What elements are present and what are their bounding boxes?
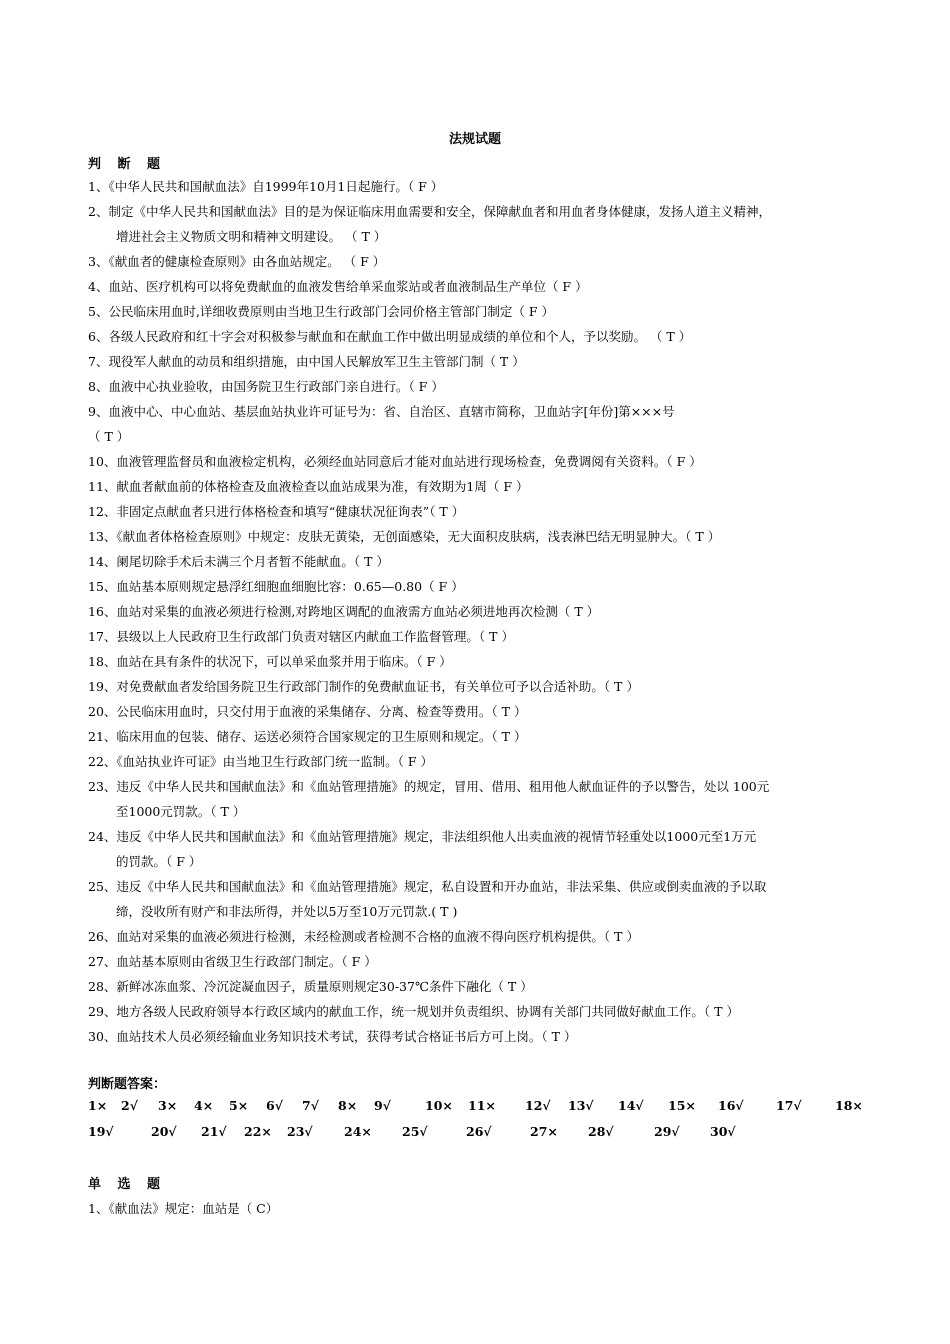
question-text-continued: 的罚款。（ F ） <box>116 854 202 869</box>
question-item <box>88 574 868 599</box>
question-text: 29、地方各级人民政府领导本行政区域内的献血工作，统一规划并负责组织、协调有关部门共同做好献血工作。（ T ） <box>88 1004 739 1019</box>
question-text: 26、血站对采集的血液必须进行检测，未经检测或者检测不合格的血液不得向医疗机构提供。（ T ） <box>88 929 639 944</box>
answer-item: 4× <box>194 1098 214 1113</box>
question-item <box>88 474 868 499</box>
question-text: 17、县级以上人民政府卫生行政部门负责对辖区内献血工作监督管理。（ T ） <box>88 629 514 644</box>
question-item <box>88 349 868 374</box>
question-text-continued: 缔，没收所有财产和非法所得，并处以5万至10万元罚款.( T ) <box>116 904 458 919</box>
question-item <box>88 299 868 324</box>
question-text: 6、各级人民政府和红十字会对积极参与献血和在献血工作中做出明显成绩的单位和个人，予以奖励。 （ T ） <box>88 329 692 344</box>
question-item <box>88 599 868 624</box>
answer-item: 25√ <box>402 1124 428 1139</box>
single-choice-question-1: 1、《献血法》规定：血站是（ C） <box>88 1201 279 1216</box>
question-item <box>88 824 868 874</box>
question-item <box>88 699 868 724</box>
question-text: 25、违反《中华人民共和国献血法》和《血站管理措施》规定，私自设置和开办血站，非法采集、供应或倒卖血液的予以取 <box>88 879 767 894</box>
question-text: 27、血站基本原则由省级卫生行政部门制定。（ F ） <box>88 954 377 969</box>
answer-item: 17√ <box>776 1098 802 1113</box>
answer-item: 21√ <box>201 1124 227 1139</box>
answer-item: 24× <box>344 1124 372 1139</box>
question-item <box>88 449 868 474</box>
question-text: 23、违反《中华人民共和国献血法》和《血站管理措施》的规定，冒用、借用、租用他人献血证件的予以警告，处以 100元 <box>88 779 770 794</box>
question-item <box>88 749 868 774</box>
answer-item: 28√ <box>588 1124 614 1139</box>
question-item <box>88 674 868 699</box>
question-item <box>88 174 868 199</box>
answer-item: 10× <box>425 1098 453 1113</box>
question-text-continued: 至1000元罚款。（ T ） <box>116 804 246 819</box>
question-text: 1、《中华人民共和国献血法》自1999年10月1日起施行。（ F ） <box>88 179 444 194</box>
question-text: 15、血站基本原则规定悬浮红细胞血细胞比容：0.65—0.80（ F ） <box>88 579 464 594</box>
section-single-choice-heading: 单 选 题 <box>88 1177 167 1192</box>
question-item <box>88 874 868 924</box>
question-item <box>88 924 868 949</box>
question-text: 5、公民临床用血时,详细收费原则由当地卫生行政部门会同价格主管部门制定（ F ） <box>88 304 555 319</box>
answer-item: 19√ <box>88 1124 114 1139</box>
question-text: 14、阑尾切除手术后未满三个月者暂不能献血。（ T ） <box>88 554 389 569</box>
answer-item: 16√ <box>718 1098 744 1113</box>
question-text: 8、血液中心执业验收，由国务院卫生行政部门亲自进行。（ F ） <box>88 379 444 394</box>
question-item <box>88 649 868 674</box>
question-text: 11、献血者献血前的体格检查及血液检查以血站成果为准，有效期为1周（ F ） <box>88 479 529 494</box>
question-item <box>88 249 868 274</box>
question-text: 21、临床用血的包装、储存、运送必须符合国家规定的卫生原则和规定。（ T ） <box>88 729 527 744</box>
question-item <box>88 499 868 524</box>
answer-item: 23√ <box>287 1124 313 1139</box>
question-item <box>88 399 868 449</box>
question-text: 7、现役军人献血的动员和组织措施，由中国人民解放军卫生主管部门制（ T ） <box>88 354 525 369</box>
answer-item: 7√ <box>302 1098 319 1113</box>
question-text: 28、新鲜冰冻血浆、冷沉淀凝血因子，质量原则规定30-37℃条件下融化（ T ） <box>88 979 533 994</box>
question-text: 20、公民临床用血时，只交付用于血液的采集储存、分离、检查等费用。（ T ） <box>88 704 527 719</box>
answer-item: 29√ <box>654 1124 680 1139</box>
answer-item: 18× <box>835 1098 863 1113</box>
answer-item: 20√ <box>151 1124 177 1139</box>
question-item <box>88 999 868 1024</box>
question-item <box>88 374 868 399</box>
question-text: 10、血液管理监督员和血液检定机构，必须经血站同意后才能对血站进行现场检查，免费调阅有关资料。（ F ） <box>88 454 702 469</box>
question-text: 2、制定《中华人民共和国献血法》目的是为保证临床用血需要和安全，保障献血者和用血者身体健康，发扬人道主义精神， <box>88 204 771 219</box>
answer-item: 22× <box>244 1124 272 1139</box>
question-text: 4、血站、医疗机构可以将免费献血的血液发售给单采血浆站或者血液制品生产单位（ F ） <box>88 279 588 294</box>
answer-item: 14√ <box>618 1098 644 1113</box>
question-text: 13、《献血者体格检查原则》中规定：皮肤无黄染，无创面感染，无大面积皮肤病，浅表淋巴结无明显肿大。（ T ） <box>88 529 721 544</box>
question-text: 16、血站对采集的血液必须进行检测,对跨地区调配的血液需方血站必须进地再次检测（ T ） <box>88 604 600 619</box>
question-text-continued: 增进社会主义物质文明和精神文明建设。 （ T ） <box>116 229 387 244</box>
answer-item: 30√ <box>710 1124 736 1139</box>
question-item <box>88 949 868 974</box>
answer-item: 6√ <box>266 1098 283 1113</box>
question-item <box>88 724 868 749</box>
page-title: 法规试题 <box>448 132 501 147</box>
section-true-false-heading: 判 断 题 <box>88 157 167 172</box>
question-text: 3、《献血者的健康检查原则》由各血站规定。 （ F ） <box>88 254 386 269</box>
question-item <box>88 199 868 249</box>
answer-item: 13√ <box>568 1098 594 1113</box>
answer-item: 12√ <box>525 1098 551 1113</box>
answer-item: 26√ <box>466 1124 492 1139</box>
question-text: 22、《血站执业许可证》由当地卫生行政部门统一监制。（ F ） <box>88 754 434 769</box>
answers-heading: 判断题答案： <box>88 1077 167 1092</box>
question-item <box>88 549 868 574</box>
answer-item: 9√ <box>374 1098 391 1113</box>
answer-item: 1× <box>88 1098 108 1113</box>
question-text: 18、血站在具有条件的状况下，可以单采血浆并用于临床。（ F ） <box>88 654 452 669</box>
answer-item: 3× <box>158 1098 178 1113</box>
answer-item: 2√ <box>121 1098 138 1113</box>
question-text: 19、对免费献血者发给国务院卫生行政部门制作的免费献血证书，有关单位可予以合适补助。（ T ） <box>88 679 639 694</box>
answer-item: 15× <box>668 1098 696 1113</box>
question-text: 24、违反《中华人民共和国献血法》和《血站管理措施》规定，非法组织他人出卖血液的视情节轻重处以1000元至1万元 <box>88 829 757 844</box>
question-text: 9、血液中心、中心血站、基层血站执业许可证号为：省、自治区、直辖市简称，卫血站字[年份]第×××号 <box>88 404 675 419</box>
question-item <box>88 974 868 999</box>
question-text-continued: （ T ） <box>88 429 130 444</box>
question-item <box>88 624 868 649</box>
answer-item: 11× <box>468 1098 496 1113</box>
answer-item: 27× <box>530 1124 558 1139</box>
question-item <box>88 1024 868 1049</box>
answer-item: 8× <box>338 1098 358 1113</box>
question-text: 30、血站技术人员必须经输血业务知识技术考试，获得考试合格证书后方可上岗。（ T ） <box>88 1029 577 1044</box>
answer-item: 5× <box>229 1098 249 1113</box>
question-text: 12、非固定点献血者只进行体格检查和填写“健康状况征询表”（ T ） <box>88 504 465 519</box>
question-item <box>88 524 868 549</box>
question-item <box>88 324 868 349</box>
question-item <box>88 274 868 299</box>
question-item <box>88 774 868 824</box>
